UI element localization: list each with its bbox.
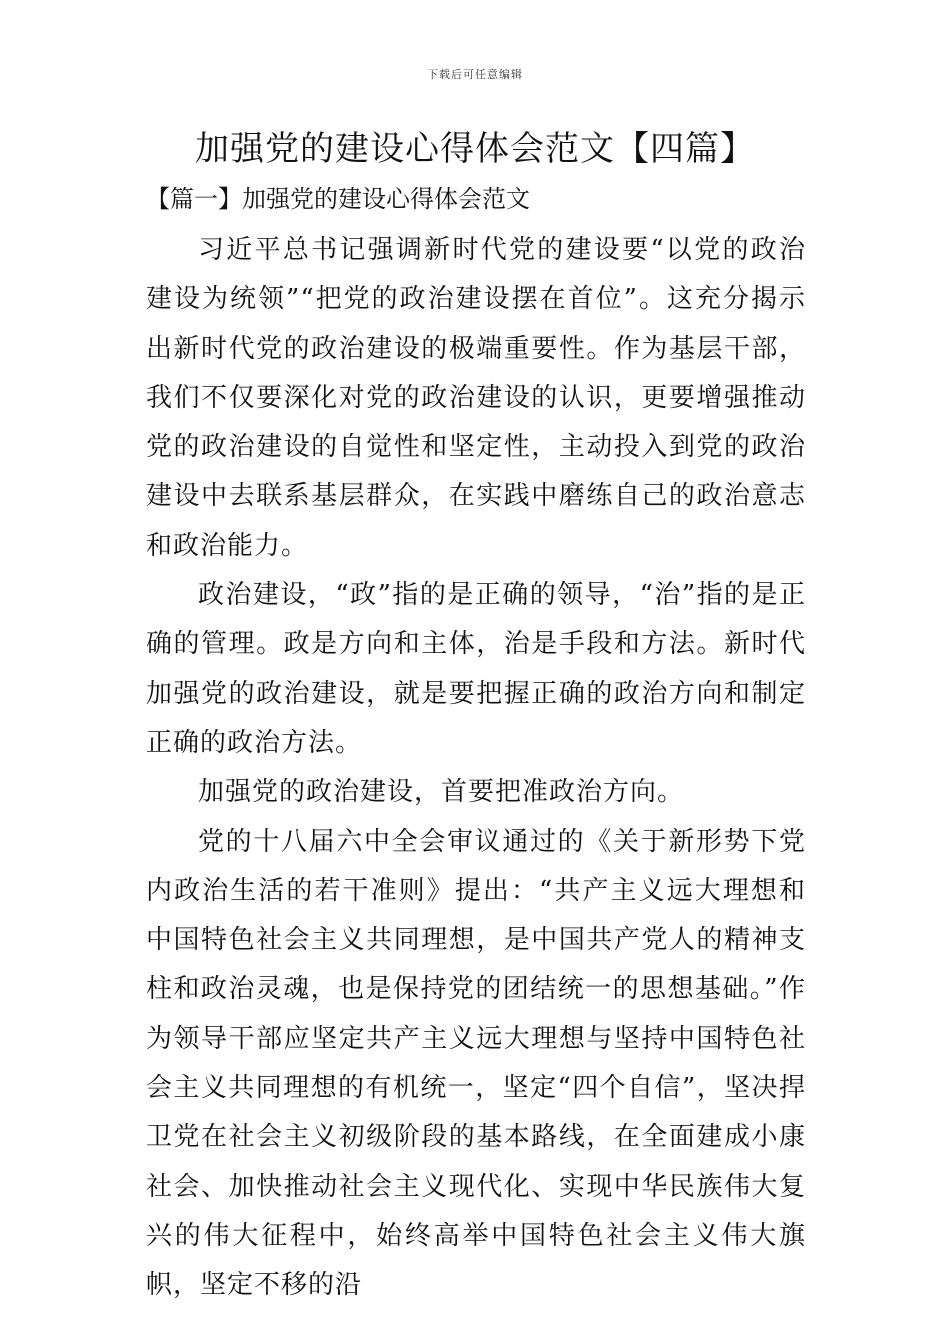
header-note: 下载后可任意编辑	[427, 68, 523, 81]
document-body	[146, 226, 806, 1311]
paragraph: 习近平总书记强调新时代党的建设要“以党的政治建设为统领”“把党的政治建设摆在首位”。这充分揭示出新时代党的政治建设的极端重要性。作为基层干部，我们不仅要深化对党的政治建设的认识，更要增强推动党的政治建设的自觉性和坚定性，主动投入到党的政治建设中去联系基层群众，在实践中磨练自己的政治意志和政治能力。	[146, 235, 806, 561]
paragraph: 加强党的政治建设，首要把准政治方向。	[198, 777, 685, 808]
document-title: 加强党的建设心得体会范文【四篇】	[195, 129, 755, 169]
section-heading: 【篇一】加强党的建设心得体会范文	[146, 185, 530, 213]
paragraph: 政治建设，“政”指的是正确的领导，“治”指的是正确的管理。政是方向和主体，治是手段和方法。新时代加强党的政治建设，就是要把握正确的政治方向和制定正确的政治方法。	[146, 580, 806, 758]
paragraph: 党的十八届六中全会审议通过的《关于新形势下党内政治生活的若干准则》提出：“共产主义远大理想和中国特色社会主义共同理想，是中国共产党人的精神支柱和政治灵魂，也是保持党的团结统一的思想基础。”作为领导干部应坚定共产主义远大理想与坚持中国特色社会主义共同理想的有机统一，坚定“四个自信”，坚决捍卫党在社会主义初级阶段的基本路线，在全面建成小康社会、加快推动社会主义现代化、实现中华民族伟大复兴的伟大征程中，始终高举中国特色社会主义伟大旗帜，坚定不移的沿	[146, 826, 806, 1301]
